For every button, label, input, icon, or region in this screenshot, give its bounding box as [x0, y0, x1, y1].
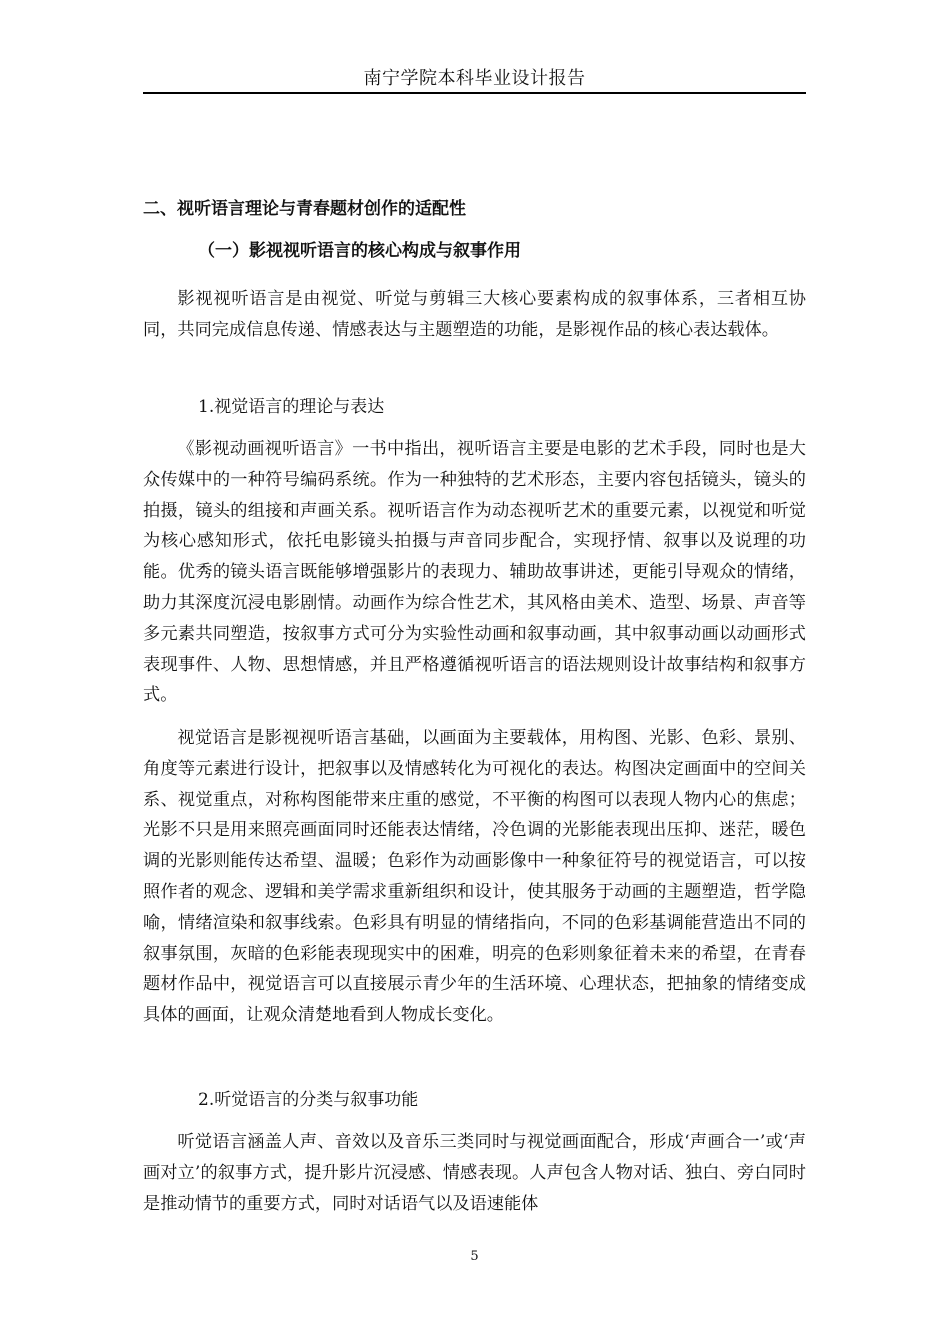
subheading-visual-language: 1.视觉语言的理论与表达 [198, 397, 385, 417]
paragraph-visual-elements: 视觉语言是影视视听语言基础，以画面为主要载体，用构图、光影、色彩、景别、角度等元素进行设计，把叙事以及情感转化为可视化的表达。构图决定画面中的空间关系、视觉重点，对称构图能带来庄重的感觉，不平衡的构图可以表现人物内心的焦虑；光影不只是用来照亮画面同时还能表达情绪，冷色调的光影能表现出压抑、迷茫，暖色调的光影则能传达希望、温暖；色彩作为动画影像中一种象征符号的视觉语言，可以按照作者的观念、逻辑和美学需求重新组织和设计，使其服务于动画的主题塑造，哲学隐喻，情绪渲染和叙事线索。色彩具有明显的情绪指向，不同的色彩基调能营造出不同的叙事氛围，灰暗的色彩能表现现实中的困难，明亮的色彩则象征着未来的希望，在青春题材作品中，视觉语言可以直接展示青少年的生活环境、心理状态，把抽象的情绪变成具体的画面，让观众清楚地看到人物成长变化。 [143, 728, 806, 1026]
paragraph-intro: 影视视听语言是由视觉、听觉与剪辑三大核心要素构成的叙事体系，三者相互协同，共同完成信息传递、情感表达与主题塑造的功能，是影视作品的核心表达载体。 [143, 289, 806, 340]
subheading-audio-language: 2.听觉语言的分类与叙事功能 [198, 1090, 419, 1110]
header-divider [143, 92, 806, 94]
page-number: 5 [470, 1249, 479, 1264]
section-heading: 二、视听语言理论与青春题材创作的适配性 [143, 199, 466, 219]
subsection-heading: （一）影视视听语言的核心构成与叙事作用 [198, 241, 521, 261]
paragraph-audio-language: 听觉语言涵盖人声、音效以及音乐三类同时与视觉画面配合，形成‘声画合一’或‘声画对立’的叙事方式，提升影片沉浸感、情感表现。人声包含人物对话、独白、旁白同时是推动情节的重要方式，同时对话语气以及语速能体 [143, 1132, 806, 1214]
paragraph-visual-theory: 《影视动画视听语言》一书中指出，视听语言主要是电影的艺术手段，同时也是大众传媒中的一种符号编码系统。作为一种独特的艺术形态，主要内容包括镜头，镜头的拍摄，镜头的组接和声画关系。视听语言作为动态视听艺术的重要元素，以视觉和听觉为核心感知形式，依托电影镜头拍摄与声音同步配合，实现抒情、叙事以及说理的功能。优秀的镜头语言既能够增强影片的表现力、辅助故事讲述，更能引导观众的情绪，助力其深度沉浸电影剧情。动画作为综合性艺术，其风格由美术、造型、场景、声音等多元素共同塑造，按叙事方式可分为实验性动画和叙事动画，其中叙事动画以动画形式表现事件、人物、思想情感，并且严格遵循视听语言的语法规则设计故事结构和叙事方式。 [143, 439, 806, 706]
running-header: 南宁学院本科毕业设计报告 [363, 68, 586, 89]
